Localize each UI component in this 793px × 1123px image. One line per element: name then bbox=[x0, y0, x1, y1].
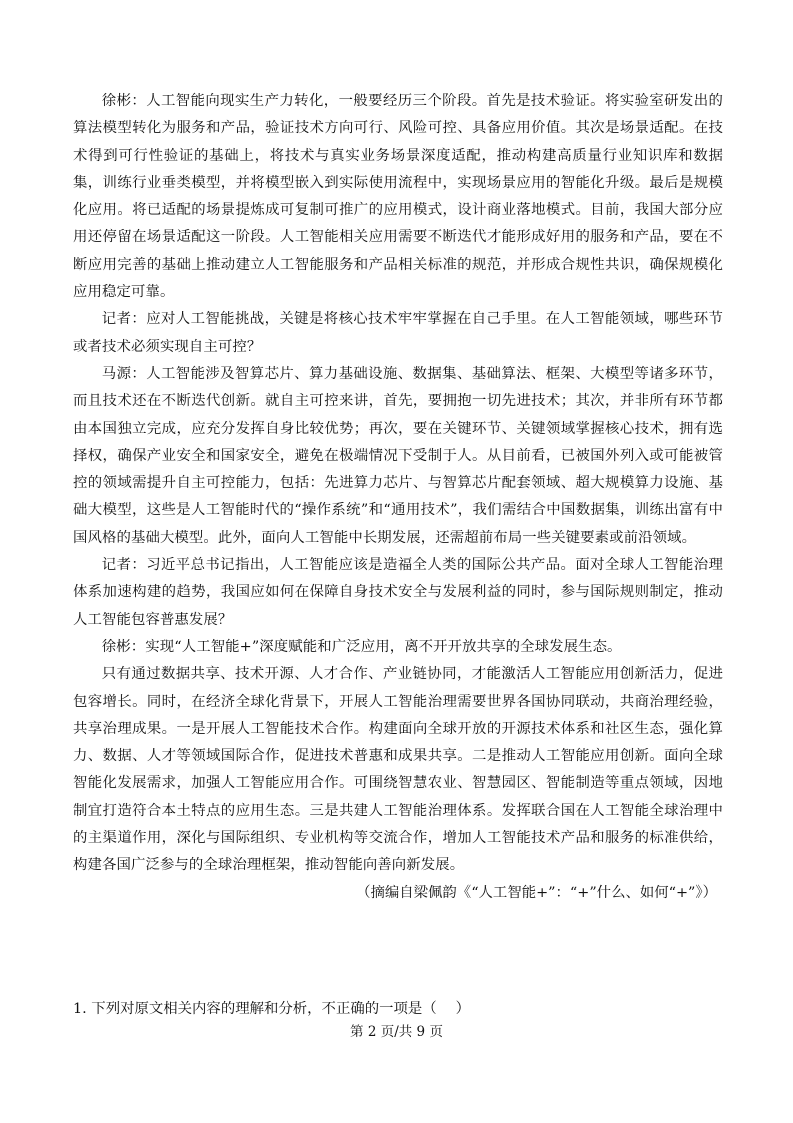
article-source-citation: （摘编自梁佩韵《“人工智能+”：“+”什么、如何“+”》） bbox=[356, 884, 717, 901]
question-1-stem: 1. 下列对原文相关内容的理解和分析，不正确的一项是（ ） bbox=[73, 1001, 471, 1017]
paragraph-xubin-ecosystem: 徐彬：实现“人工智能+”深度赋能和广泛应用，离不开开放共享的全球发展生态。 bbox=[101, 638, 622, 655]
paragraph-xubin-stages: 徐彬：人工智能向现实生产力转化，一般要经历三个阶段。首先是技术验证。将实验室研发出的算法模型转化为服务和产品，验证技术方向可行、风险可控、具备应用价值。其次是场景适配。在技术得到可行性验证的基础上，将技术与真实业务场景深度适配，推动构建高质量行业知识库和数据集，训练行业垂类模型，并将模型嵌入到实际使用流程中，实现场景应用的智能化升级。最后是规模化应用。将已适配的场景提炼成可复制可推广的应用模式，设计商业落地模式。目前，我国大部分应用还停留在场景适配这一阶段。人工智能相关应用需要不断迭代才能形成好用的服务和产品，要在不断应用完善的基础上推动建立人工智能服务和产品相关标准的规范，并形成合规性共识，确保规模化应用稳定可靠。 bbox=[73, 93, 723, 301]
paragraph-cooperation: 只有通过数据共享、技术开源、人才合作、产业链协同，才能激活人工智能应用创新活力，促进包容增长。同时，在经济全球化背景下，开展人工智能治理需要世界各国协同联动，共商治理经验，共享治理成果。一是开展人工智能技术合作。构建面向全球开放的开源技术体系和社区生态，强化算力、数据、人才等领域国际合作，促进技术普惠和成果共享。二是推动人工智能应用创新。面向全球智能化发展需求，加强人工智能应用合作。可围绕智慧农业、智慧园区、智能制造等重点领域，因地制宜打造符合本土特点的应用生态。三是共建人工智能治理体系。发挥联合国在人工智能全球治理中的主渠道作用，深化与国际组织、专业机构等交流合作，增加人工智能技术产品和服务的标准供给，构建各国广泛参与的全球治理框架，推动智能向善向新发展。 bbox=[73, 666, 723, 874]
paragraph-reporter-question-1: 记者：应对人工智能挑战，关键是将核心技术牢牢掌握在自己手里。在人工智能领域，哪些环节或者技术必须实现自主可控？ bbox=[73, 311, 723, 355]
article-body bbox=[73, 88, 723, 907]
paragraph-reporter-question-2: 记者：习近平总书记指出，人工智能应该是造福全人类的国际公共产品。面对全球人工智能治理体系加速构建的趋势，我国应如何在保障自身技术安全与发展利益的同时，参与国际规则制定，推动人工智能包容普惠发展？ bbox=[73, 557, 723, 628]
paragraph-mayuan-answer: 马源：人工智能涉及智算芯片、算力基础设施、数据集、基础算法、框架、大模型等诸多环节，而且技术还在不断迭代创新。就自主可控来讲，首先，要拥抱一切先进技术；其次，并非所有环节都由本国独立完成，应充分发挥自身比较优势；再次，要在关键环节、关键领域掌握核心技术，拥有选择权，确保产业安全和国家安全，避免在极端情况下受制于人。从目前看，已被国外列入或可能被管控的领域需提升自主可控能力，包括：先进算力芯片、与智算芯片配套领域、超大规模算力设施、基础大模型，这些是人工智能时代的“操作系统”和“通用技术”，我们需结合中国数据集，训练出富有中国风格的基础大模型。此外，面向人工智能中长期发展，还需超前布局一些关键要素或前沿领域。 bbox=[73, 365, 723, 546]
page-number-footer: 第 2 页/共 9 页 bbox=[350, 1024, 443, 1040]
